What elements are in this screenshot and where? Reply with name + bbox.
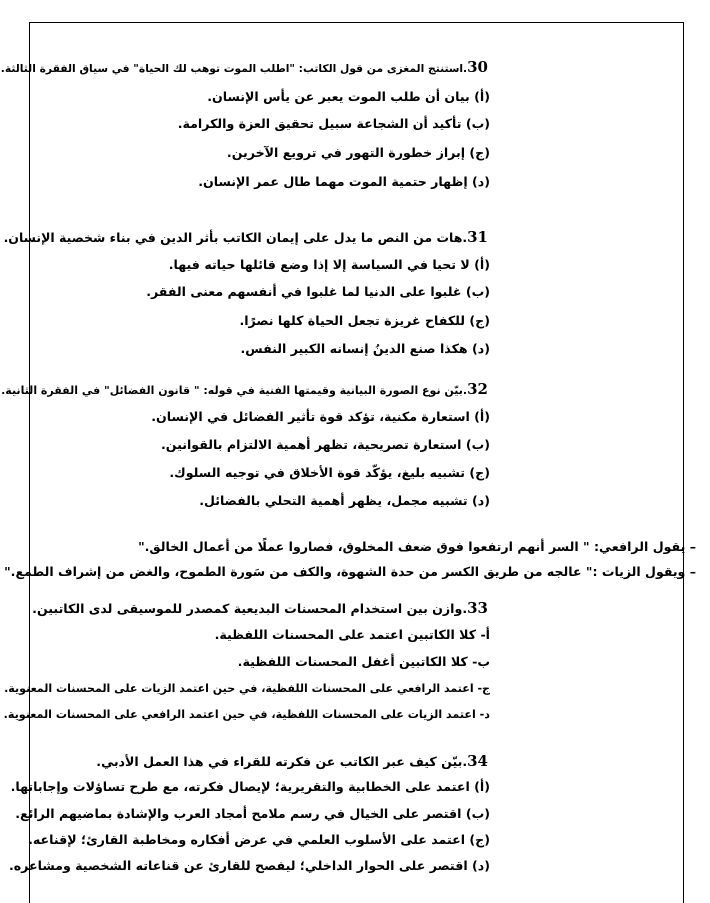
option-c: (ج) إبراز خطورة التهور في ترويع الآخرين. — [226, 145, 490, 160]
option-b: ب- كلا الكاتبين أغفل المحسنات اللفظية. — [237, 654, 490, 669]
question-text: .بيّن كيف عبر الكاتب عن فكرته للقراء في هذا العمل الأدبي. — [96, 754, 468, 769]
option-c: (ج) تشبيه بليغ، يؤكّد قوة الأخلاق في توجيه السلوك. — [169, 465, 490, 480]
option-c: (ج) اعتمد على الأسلوب العلمي في عرض أفكاره ومخاطبة القارئ؛ لإقناعه. — [28, 832, 490, 847]
question-32-prompt — [1, 381, 488, 399]
option-d: (د) هكذا صنع الدينُ إنسانه الكبير النفس. — [240, 341, 490, 356]
quote-zayyat: – ويقول الزيات :" عالجه من طريق الكسر من حدة الشهوة، والكف من سَورة الطموح، والغض من إشراف الطمع." — [4, 564, 696, 579]
quote-rafii: – يقول الرافعي: " السر أنهم ارتفعوا فوق ضعف المخلوق، فصاروا عملًا من أعمال الخالق." — [138, 539, 696, 554]
question-number: 32 — [467, 380, 488, 398]
option-c: (ج) للكفاح غريزة تجعل الحياة كلها نصرًا. — [239, 313, 490, 328]
question-31-prompt — [4, 229, 488, 246]
option-d: (د) اقتصر على الحوار الداخلي؛ ليفصح للقارئ عن قناعاته الشخصية ومشاعره. — [8, 858, 490, 873]
option-a: (أ) بيان أن طلب الموت يعبر عن يأس الإنسان. — [207, 89, 490, 104]
option-d: (د) إظهار حتمية الموت مهما طال عمر الإنسان. — [198, 174, 490, 189]
option-a: (أ) اعتمد على الخطابية والتقريرية؛ لإيصال فكرته، مع طرح تساؤلات وإجاباتها. — [10, 779, 490, 794]
question-number: 31 — [467, 228, 488, 246]
option-b: (ب) استعارة تصريحية، تظهر أهمية الالتزام بالقوانين. — [161, 437, 490, 452]
question-number: 34 — [467, 752, 488, 770]
option-b: (ب) تأكيد أن الشجاعة سبيل تحقيق العزة والكرامة. — [177, 116, 490, 131]
option-b: (ب) غلبوا على الدنيا لما غلبوا في أنفسهم معنى الفقر. — [146, 284, 490, 299]
question-text: .بيّن نوع الصورة البيانية وقيمتها الفنية في قوله: " قانون الفضائل" في الفقرة الثانية. — [1, 384, 468, 397]
question-30-prompt — [1, 59, 488, 77]
option-b: (ب) اقتصر على الخيال في رسم ملامح أمجاد العرب والإشادة بماضيهم الرائع. — [15, 806, 490, 821]
question-text: .هات من النص ما يدل على إيمان الكاتب بأثر الدين في بناء شخصية الإنسان. — [3, 230, 468, 245]
option-a: (أ) لا تحيا في السياسة إلا إذا وضع قائلها حياته فيها. — [168, 257, 490, 272]
question-number: 33 — [467, 599, 488, 617]
question-text: .استنتج المغزى من قول الكاتب: "اطلب الموت توهب لك الحياة" في سياق الفقرة الثالثة. — [0, 62, 468, 75]
question-33-prompt — [32, 600, 488, 617]
option-a: (أ) استعارة مكنية، تؤكد قوة تأثير الفضائل في الإنسان. — [151, 409, 490, 424]
question-text: .وازن بين استخدام المحسنات البديعية كمصدر للموسيقى لدى الكاتبين. — [32, 601, 468, 616]
option-c: ج- اعتمد الرافعي على المحسنات اللفظية، في حين اعتمد الزيات على المحسنات المعنوية. — [4, 682, 490, 695]
question-34-prompt — [96, 753, 488, 770]
option-d: د- اعتمد الزيات على المحسنات اللفظية، في حين اعتمد الرافعي على المحسنات المعنوية. — [3, 708, 490, 721]
question-number: 30 — [467, 58, 488, 76]
option-a: أ- كلا الكاتبين اعتمد على المحسنات اللفظية. — [214, 627, 490, 642]
option-d: (د) تشبيه مجمل، يظهر أهمية التحلي بالفضائل. — [199, 493, 490, 508]
